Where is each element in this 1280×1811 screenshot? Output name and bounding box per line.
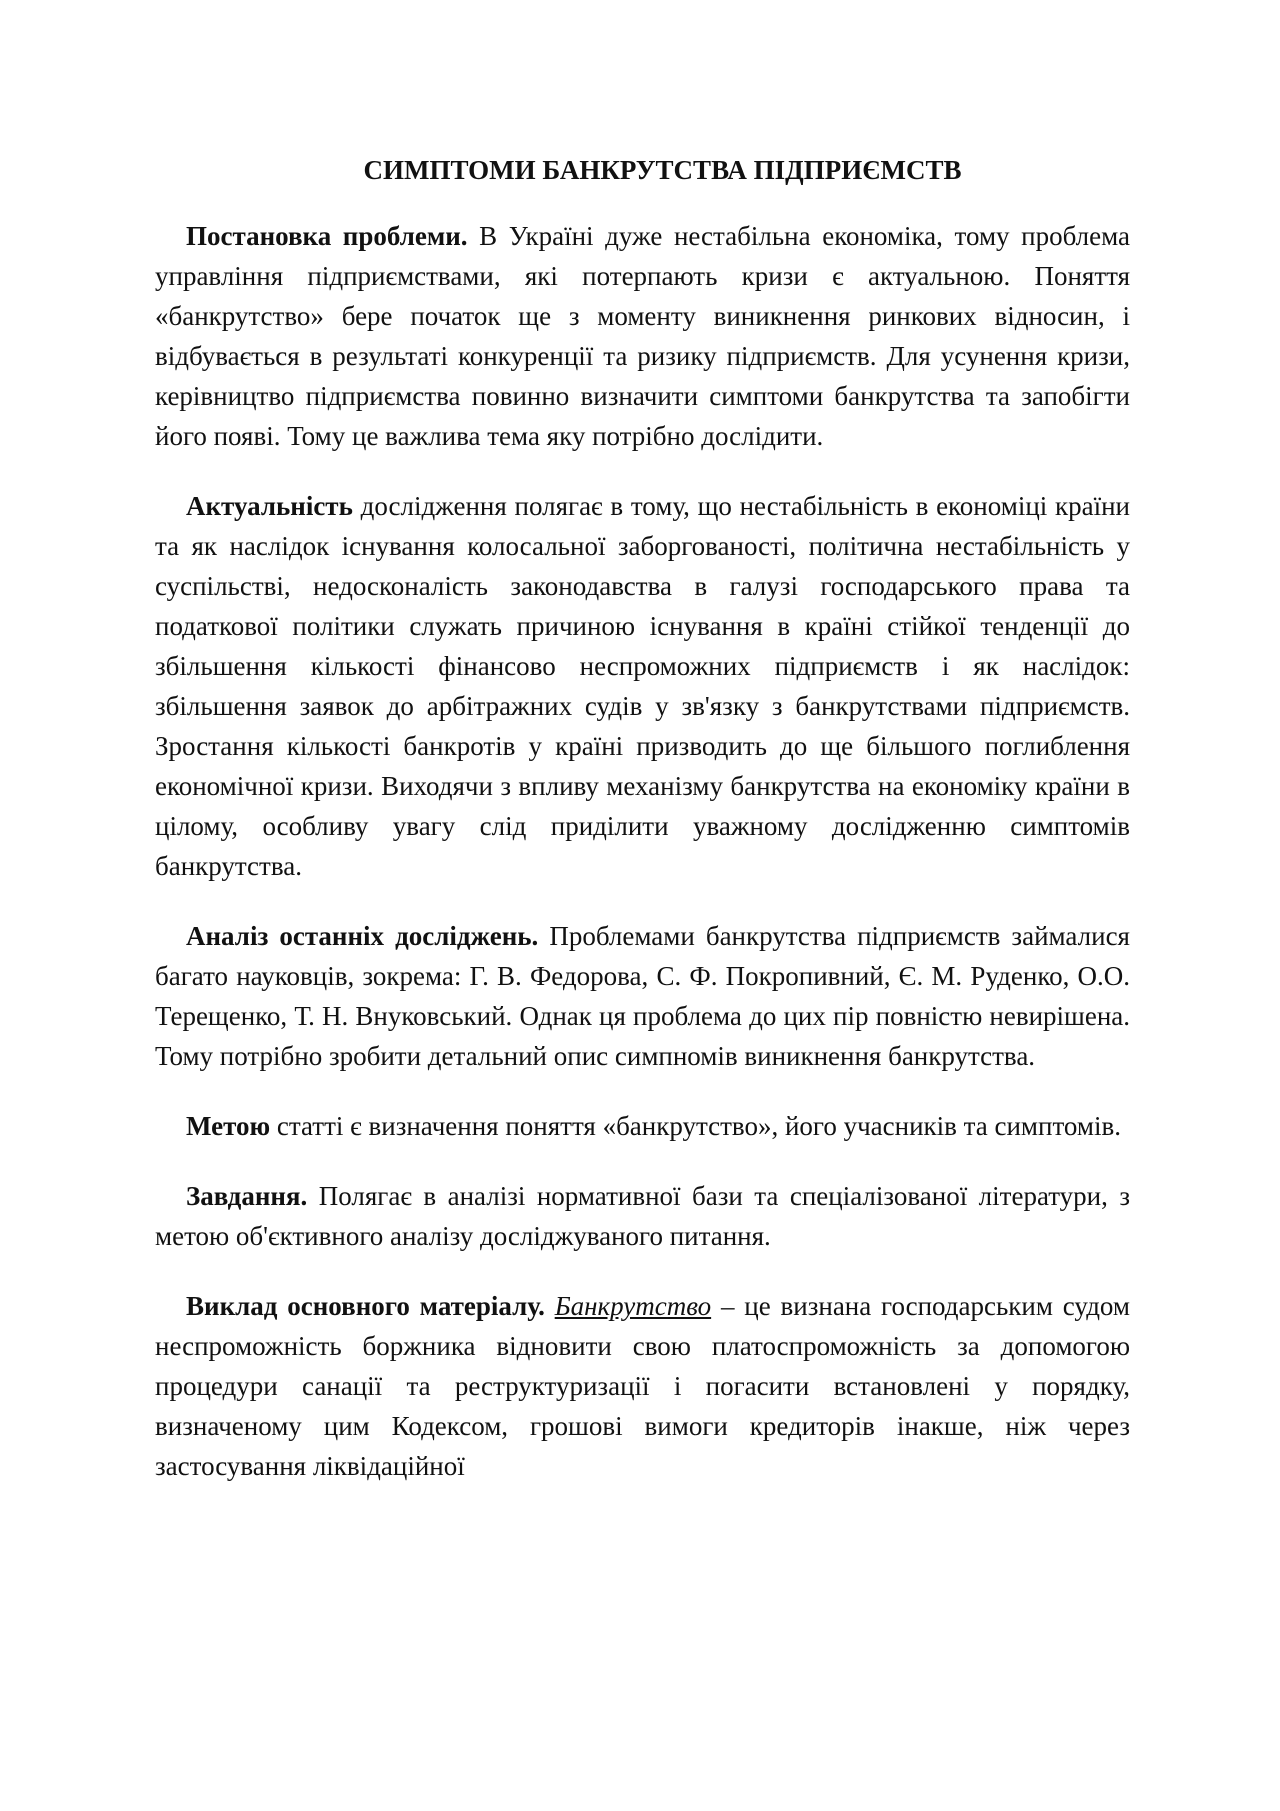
paragraph-main-material [155,1286,1130,1486]
paragraph-lead: Метою [186,1111,271,1141]
paragraph-text: – це визнана господарським судом неспроможність боржника відновити свою платоспроможність за допомогою процедури санації та реструктуризації і погасити встановлені у порядку, визначеному цим Кодексом, грошові вимоги кредиторів інакше, ніж через застосування ліквідаційної [155,1291,1130,1481]
paragraph-text: Проблемами банкрутства підприємств займалися багато науковців, зокрема: Г. В. Федорова, С. Ф. Покропивний, Є. М. Руденко, О.О. Терещенко, Т. Н. Внуковський. Однак ця проблема до цих пір повністю невирішена. Тому потрібно зробити детальний опис симпномів виникнення банкрутства. [155,921,1130,1071]
paragraph-text: В Україні дуже нестабільна економіка, тому проблема управління підприємствами, які потерпають кризи є актуальною. Поняття «банкрутство» бере початок ще з моменту виникнення ринкових відносин, і відбувається в результаті конкуренції та ризику підприємств. Для усунення кризи, керівництво підприємства повинно визначити симптоми банкрутства та запобігти його появі. Тому це важлива тема яку потрібно дослідити. [155,221,1130,451]
paragraph-recent-research [155,916,1130,1076]
paragraph-goal [155,1106,1130,1146]
paragraph-text: Полягає в аналізі нормативної бази та спеціалізованої літератури, з метою об'єктивного аналізу досліджуваного питання. [155,1181,1130,1251]
paragraph-relevance [155,486,1130,886]
paragraph-lead: Аналіз останніх досліджень. [186,921,539,951]
paragraph-text: дослідження полягає в тому, що нестабільність в економіці країни та як наслідок існування колосальної заборгованості, політична нестабільність у суспільстві, недосконаліcть законодавства в галузі господарського права та податкової політики служать причиною існування в країні стійкої тенденції до збільшення кількості фінансово неспроможних підприємств і як наслідок: збільшення заявок до арбітражних судів у зв'язку з банкрутствами підприємств. Зростання кількості банкротів у країні призводить до ще більшого поглиблення економічної кризи. Виходячи з впливу механізму банкрутства на економіку країни в цілому, особливу увагу слід приділити уважному дослідженню симптомів банкрутства. [155,491,1130,881]
paragraph-task [155,1176,1130,1256]
paragraph-lead: Виклад основного матеріалу. [186,1291,545,1321]
paragraph-lead: Постановка проблеми. [186,221,468,251]
paragraph-problem-statement [155,216,1130,456]
defined-term: Банкрутство [554,1291,712,1321]
paragraph-lead: Актуальність [186,491,353,521]
document-title: СИМПТОМИ БАНКРУТСТВА ПІДПРИЄМСТВ [363,155,962,185]
paragraph-text: статті є визначення поняття «банкрутство», його учасників та симптомів. [270,1111,1121,1141]
paragraph-lead: Завдання. [186,1181,308,1211]
document-page [155,150,1130,1516]
